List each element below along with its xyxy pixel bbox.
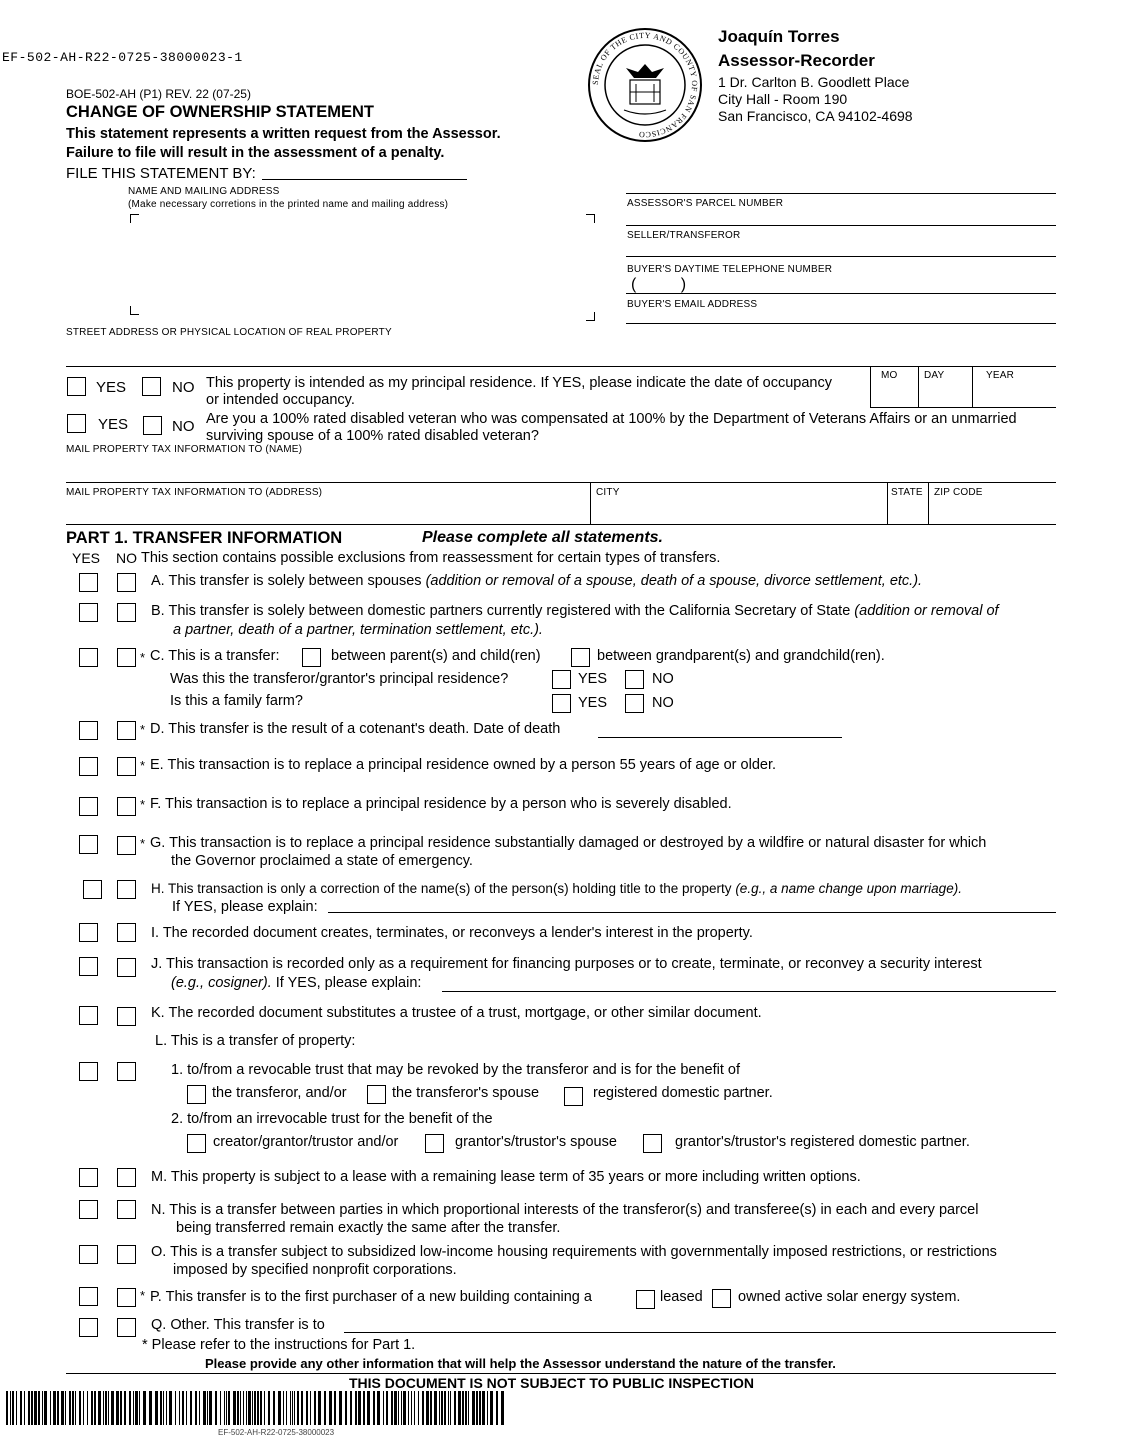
c-q2-no-label: NO xyxy=(652,695,674,711)
residence-question-2: or intended occupancy. xyxy=(206,392,355,408)
phone-label: BUYER'S DAYTIME TELEPHONE NUMBER xyxy=(627,264,833,275)
b-no-checkbox[interactable] xyxy=(117,603,136,622)
phone-parens: ( ) xyxy=(631,276,687,293)
residence-no-label: NO xyxy=(172,379,195,396)
item-l2: 2. to/from an irrevocable trust for the benefit of the xyxy=(171,1111,493,1127)
parcel-field[interactable] xyxy=(626,225,1056,226)
c-q1-no-label: NO xyxy=(652,671,674,687)
residence-question: This property is intended as my principal residence. If YES, please indicate the date of occupancy xyxy=(206,375,832,391)
date-day-label: DAY xyxy=(924,370,945,381)
date-of-death-field[interactable] xyxy=(598,737,842,738)
l1-spouse-label: the transferor's spouse xyxy=(392,1085,540,1101)
p-owned-checkbox[interactable] xyxy=(712,1289,731,1308)
seal-text: SEAL OF THE CITY AND COUNTY OF SAN FRANCISCO xyxy=(590,30,700,140)
o-yes-checkbox[interactable] xyxy=(79,1245,98,1264)
item-g: G. This transaction is to replace a principal residence substantially damaged or destroyed by a wildfire or natural disaster for which xyxy=(150,835,987,851)
c-q2-yes-label: YES xyxy=(578,695,608,711)
item-j: J. This transaction is recorded only as a requirement for financing purposes or to create, terminate, or reconvey a security interest xyxy=(151,956,982,972)
name-address-note: (Make necessary corretions in the printed name and mailing address) xyxy=(128,199,449,210)
item-o-2: imposed by specified nonprofit corporations. xyxy=(173,1262,457,1278)
barcode-icon xyxy=(6,1391,508,1425)
l1-transferor-label: the transferor, and/or xyxy=(212,1085,347,1101)
residence-no-checkbox[interactable] xyxy=(142,377,161,396)
n-no-checkbox[interactable] xyxy=(117,1200,136,1219)
veteran-no-label: NO xyxy=(172,418,195,435)
corner-mark xyxy=(586,312,595,321)
item-o: O. This is a transfer subject to subsidized low-income housing requirements with governmentally imposed restrictions, or restrictions xyxy=(151,1244,997,1260)
l1-transferor-checkbox[interactable] xyxy=(187,1085,206,1104)
item-l1: 1. to/from a revocable trust that may be revoked by the transferor and is for the benefit of xyxy=(171,1062,741,1078)
date-mo-label: MO xyxy=(881,370,898,381)
c-no-checkbox[interactable] xyxy=(117,648,136,667)
c-grandparent-checkbox[interactable] xyxy=(571,648,590,667)
c-q1-no-checkbox[interactable] xyxy=(625,670,644,689)
file-by-label: FILE THIS STATEMENT BY: xyxy=(66,165,256,182)
b-yes-checkbox[interactable] xyxy=(79,603,98,622)
please-provide: Please provide any other information that will help the Assessor understand the nature of the transfer. xyxy=(205,1356,836,1371)
l-no-checkbox[interactable] xyxy=(117,1062,136,1081)
item-b: B. This transfer is solely between domestic partners currently registered with the California Secretary of State (addition or removal of xyxy=(151,603,999,619)
p-star: * xyxy=(140,1288,146,1303)
c-star: * xyxy=(140,650,146,665)
h-yes-checkbox[interactable] xyxy=(83,880,102,899)
g-no-checkbox[interactable] xyxy=(117,836,136,855)
d-star: * xyxy=(140,722,146,737)
m-yes-checkbox[interactable] xyxy=(79,1168,98,1187)
l2-partner-label: grantor's/trustor's registered domestic partner. xyxy=(675,1134,970,1150)
c-parent-child-label: between parent(s) and child(ren) xyxy=(331,648,541,664)
veteran-no-checkbox[interactable] xyxy=(143,416,162,435)
form-title: CHANGE OF OWNERSHIP STATEMENT xyxy=(66,103,375,121)
seller-label: SELLER/TRANSFEROR xyxy=(627,230,741,241)
k-no-checkbox[interactable] xyxy=(117,1007,136,1026)
seal-icon xyxy=(586,26,704,144)
g-star: * xyxy=(140,836,146,851)
street-field[interactable] xyxy=(66,366,1056,367)
item-l: L. This is a transfer of property: xyxy=(155,1033,356,1049)
p-leased-checkbox[interactable] xyxy=(636,1290,655,1309)
l1-partner-label: registered domestic partner. xyxy=(593,1085,773,1101)
corner-mark xyxy=(130,306,139,315)
state-label: STATE xyxy=(891,487,923,498)
p-no-checkbox[interactable] xyxy=(117,1288,136,1307)
no-header: NO xyxy=(116,550,137,566)
date-year-label: YEAR xyxy=(986,370,1015,381)
item-n-2: being transferred remain exactly the same after the transfer. xyxy=(176,1220,561,1236)
i-no-checkbox[interactable] xyxy=(117,923,136,942)
item-c: C. This is a transfer: xyxy=(150,648,280,664)
item-i: I. The recorded document creates, terminates, or reconveys a lender's interest in the property. xyxy=(151,925,753,941)
item-m: M. This property is subject to a lease with a remaining lease term of 35 years or more including written options. xyxy=(151,1169,861,1185)
l-yes-checkbox[interactable] xyxy=(79,1062,98,1081)
l1-partner-checkbox[interactable] xyxy=(564,1087,583,1106)
subtitle-1: This statement represents a written request from the Assessor. xyxy=(66,126,501,142)
l2-partner-checkbox[interactable] xyxy=(643,1134,662,1153)
subtitle-2: Failure to file will result in the assessment of a penalty. xyxy=(66,145,445,161)
p-yes-checkbox[interactable] xyxy=(79,1287,98,1306)
item-j-2: (e.g., cosigner). If YES, please explain: xyxy=(171,975,422,991)
residence-yes-label: YES xyxy=(96,379,127,396)
p-leased-label: leased xyxy=(660,1289,703,1305)
mail-address-field[interactable] xyxy=(66,524,1056,525)
c-question-1: Was this the transferor/grantor's principal residence? xyxy=(170,671,509,687)
j-yes-checkbox[interactable] xyxy=(79,957,98,976)
f-no-checkbox[interactable] xyxy=(117,797,136,816)
d-yes-checkbox[interactable] xyxy=(79,721,98,740)
k-yes-checkbox[interactable] xyxy=(79,1006,98,1025)
not-public-notice: THIS DOCUMENT IS NOT SUBJECT TO PUBLIC INSPECTION xyxy=(349,1375,754,1391)
city-label: CITY xyxy=(596,487,620,498)
seller-field[interactable] xyxy=(626,256,1056,257)
occupancy-date-field[interactable] xyxy=(870,407,1056,408)
l1-spouse-checkbox[interactable] xyxy=(367,1085,386,1104)
c-q1-yes-label: YES xyxy=(578,671,608,687)
file-by-line[interactable] xyxy=(262,179,467,180)
item-b-2: a partner, death of a partner, termination settlement, etc.). xyxy=(173,622,543,638)
p-owned-label: owned active solar energy system. xyxy=(738,1289,961,1305)
h-explain-field[interactable] xyxy=(328,912,1056,913)
n-yes-checkbox[interactable] xyxy=(79,1200,98,1219)
veteran-question-2: surviving spouse of a 100% rated disabled veteran? xyxy=(206,428,539,444)
e-star: * xyxy=(140,758,146,773)
item-p: P. This transfer is to the first purchaser of a new building containing a xyxy=(150,1289,592,1305)
q-other-field[interactable] xyxy=(344,1332,1056,1333)
item-d: D. This transfer is the result of a cotenant's death. Date of death xyxy=(150,721,561,737)
f-star: * xyxy=(140,797,146,812)
veteran-question: Are you a 100% rated disabled veteran who was compensated at 100% by the Department of Veterans Affairs or an unmarried xyxy=(206,411,1017,427)
office-name: Joaquín Torres xyxy=(718,27,840,46)
form-code: EF-502-AH-R22-0725-38000023-1 xyxy=(2,50,243,65)
c-grandparent-label: between grandparent(s) and grandchild(ren). xyxy=(597,648,885,664)
l2-spouse-label: grantor's/trustor's spouse xyxy=(455,1134,617,1150)
q-no-checkbox[interactable] xyxy=(117,1318,136,1337)
f-yes-checkbox[interactable] xyxy=(79,797,98,816)
item-n: N. This is a transfer between parties in which proportional interests of the transferor(s) and transferee(s) in each and every parcel xyxy=(151,1202,979,1218)
mail-address-label: MAIL PROPERTY TAX INFORMATION TO (ADDRESS) xyxy=(66,487,323,498)
office-address-1: 1 Dr. Carlton B. Goodlett Place xyxy=(718,74,910,90)
name-address-label: NAME AND MAILING ADDRESS xyxy=(128,186,280,197)
street-label: STREET ADDRESS OR PHYSICAL LOCATION OF REAL PROPERTY xyxy=(66,327,392,338)
item-e: E. This transaction is to replace a principal residence owned by a person 55 years of age or older. xyxy=(150,757,777,773)
l2-spouse-checkbox[interactable] xyxy=(425,1134,444,1153)
c-q1-yes-checkbox[interactable] xyxy=(552,670,571,689)
svg-text:SEAL OF THE CITY AND COUNTY OF xyxy=(591,31,699,139)
item-g-2: the Governor proclaimed a state of emergency. xyxy=(171,853,473,869)
q-yes-checkbox[interactable] xyxy=(79,1318,98,1337)
corner-mark xyxy=(130,214,139,223)
d-no-checkbox[interactable] xyxy=(117,721,136,740)
l2-creator-label: creator/grantor/trustor and/or xyxy=(213,1134,399,1150)
office-address-3: San Francisco, CA 94102-4698 xyxy=(718,108,913,124)
item-h: H. This transaction is only a correction of the name(s) of the person(s) holding title to the property (e.g., a name change upon marriage). xyxy=(151,881,962,896)
part1-title: PART 1. TRANSFER INFORMATION xyxy=(66,529,343,547)
g-yes-checkbox[interactable] xyxy=(79,835,98,854)
o-no-checkbox[interactable] xyxy=(117,1245,136,1264)
c-q2-yes-checkbox[interactable] xyxy=(552,694,571,713)
c-parent-child-checkbox[interactable] xyxy=(302,648,321,667)
j-no-checkbox[interactable] xyxy=(117,958,136,977)
h-no-checkbox[interactable] xyxy=(117,880,136,899)
mail-name-label: MAIL PROPERTY TAX INFORMATION TO (NAME) xyxy=(66,444,303,455)
m-no-checkbox[interactable] xyxy=(117,1168,136,1187)
email-label: BUYER'S EMAIL ADDRESS xyxy=(627,299,758,310)
l2-creator-checkbox[interactable] xyxy=(187,1134,206,1153)
corner-mark xyxy=(586,214,595,223)
veteran-yes-checkbox[interactable] xyxy=(67,414,86,433)
part1-subtitle: Please complete all statements. xyxy=(422,529,663,546)
office-title: Assessor-Recorder xyxy=(718,51,875,70)
item-q: Q. Other. This transfer is to xyxy=(151,1317,325,1333)
footnote: * Please refer to the instructions for Part 1. xyxy=(142,1337,416,1353)
e-no-checkbox[interactable] xyxy=(117,757,136,776)
e-yes-checkbox[interactable] xyxy=(79,757,98,776)
c-question-2: Is this a family farm? xyxy=(170,693,303,709)
c-yes-checkbox[interactable] xyxy=(79,648,98,667)
barcode-text: EF-502-AH-R22-0725-38000023 xyxy=(218,1428,335,1437)
email-field[interactable] xyxy=(626,323,1056,324)
i-yes-checkbox[interactable] xyxy=(79,923,98,942)
office-address-2: City Hall - Room 190 xyxy=(718,91,848,107)
item-k: K. The recorded document substitutes a trustee of a trust, mortgage, or other similar document. xyxy=(151,1005,762,1021)
yes-header: YES xyxy=(72,550,101,566)
zip-label: ZIP CODE xyxy=(934,487,983,498)
j-explain-field[interactable] xyxy=(442,991,1056,992)
item-f: F. This transaction is to replace a principal residence by a person who is severely disabled. xyxy=(150,796,732,812)
parcel-label: ASSESSOR'S PARCEL NUMBER xyxy=(627,198,784,209)
form-id: BOE-502-AH (P1) REV. 22 (07-25) xyxy=(66,87,251,101)
item-a: A. This transfer is solely between spouses (addition or removal of a spouse, death of a spouse, divorce settlement, etc.). xyxy=(151,573,923,589)
a-yes-checkbox[interactable] xyxy=(79,573,98,592)
c-q2-no-checkbox[interactable] xyxy=(625,694,644,713)
part1-intro: This section contains possible exclusions from reassessment for certain types of transfers. xyxy=(141,550,721,566)
a-no-checkbox[interactable] xyxy=(117,573,136,592)
phone-field[interactable] xyxy=(626,293,1056,294)
mail-name-field[interactable] xyxy=(66,482,1056,483)
veteran-yes-label: YES xyxy=(98,416,129,433)
item-h-2: If YES, please explain: xyxy=(172,899,318,915)
residence-yes-checkbox[interactable] xyxy=(67,377,86,396)
